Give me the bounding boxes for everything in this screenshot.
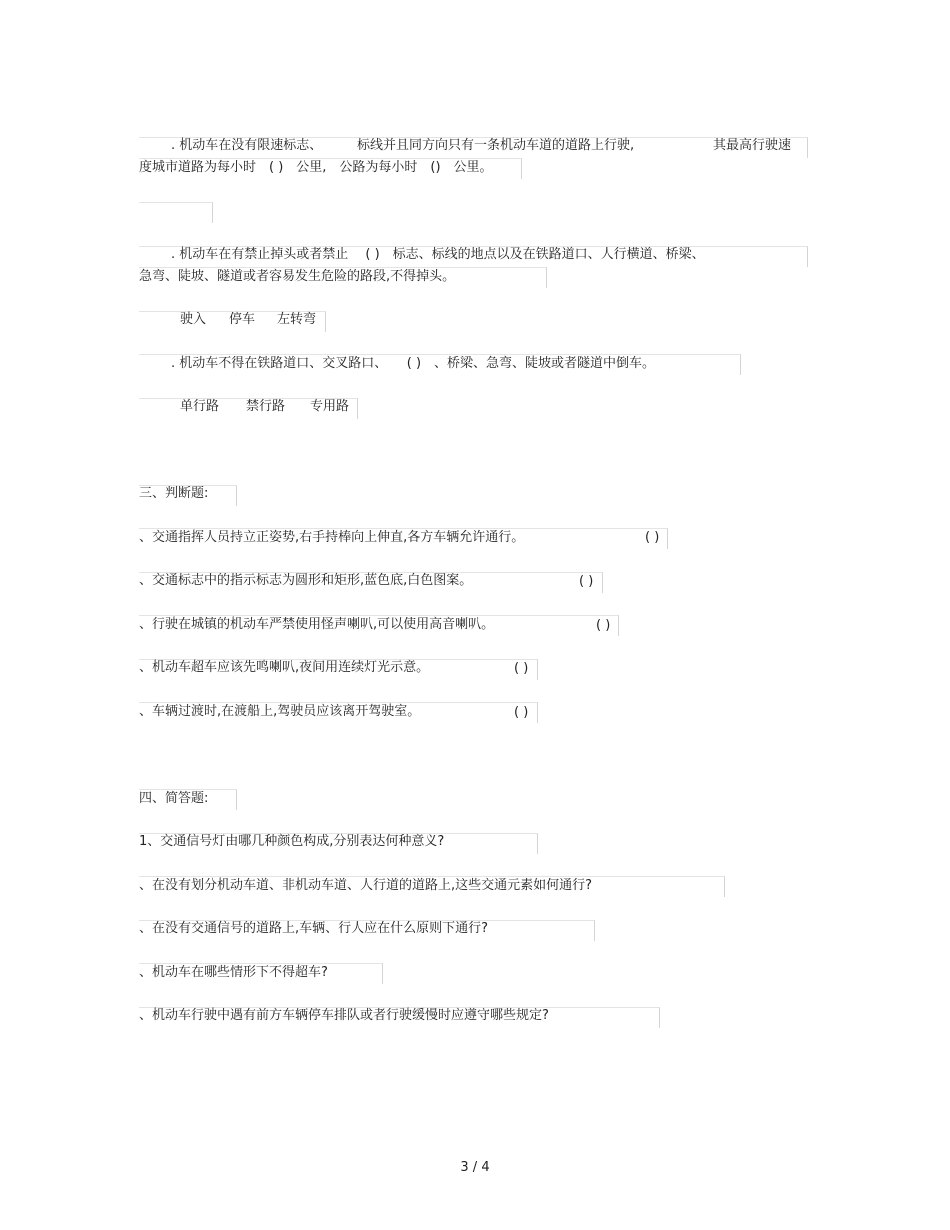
judgement-item-1: 、交通指挥人员持立正姿势,右手持棒向上伸直,各方车辆允许通行。 bbox=[139, 530, 525, 545]
question-speed-line1-c: 其最高行驶速 bbox=[713, 138, 792, 153]
judgement-item-5: 、车辆过渡时,在渡船上,驾驶员应该离开驾驶室。 bbox=[139, 704, 421, 719]
short-answer-item-4: 、机动车在哪些情形下不得超车? bbox=[139, 965, 328, 980]
question-speed-line2: 度城市道路为每小时 ( ) 公里, 公路为每小时 () 公里。 bbox=[139, 160, 493, 175]
section-heading-short-answer: 四、简答题: bbox=[139, 791, 209, 806]
question-uturn-line1: . 机动车在有禁止掉头或者禁止 ( ) 标志、标线的地点以及在铁路道口、人行横道、桥梁、 bbox=[171, 247, 705, 262]
section-heading-judgement: 三、判断题: bbox=[139, 486, 209, 501]
question-reverse-line1: . 机动车不得在铁路道口、交叉路口、 ( ) 、桥梁、急弯、陡坡或者隧道中倒车。 bbox=[171, 356, 656, 371]
option-reverse-3: 专用路 bbox=[310, 399, 350, 414]
question-speed-line1-b: 标线并且同方向只有一条机动车道的道路上行驶, bbox=[357, 138, 635, 153]
judgement-item-4: 、机动车超车应该先鸣喇叭,夜间用连续灯光示意。 bbox=[139, 660, 430, 675]
judgement-item-2: 、交通标志中的指示标志为圆形和矩形,蓝色底,白色图案。 bbox=[139, 573, 473, 588]
judgement-blank-1: ( ) bbox=[645, 530, 660, 545]
short-answer-item-5: 、机动车行驶中遇有前方车辆停车排队或者行驶缓慢时应遵守哪些规定? bbox=[139, 1008, 549, 1023]
option-uturn-2: 停车 bbox=[229, 312, 256, 327]
question-uturn-line2: 急弯、陡坡、隧道或者容易发生危险的路段,不得掉头。 bbox=[139, 269, 456, 284]
option-reverse-2: 禁行路 bbox=[246, 399, 286, 414]
short-answer-item-2: 、在没有划分机动车道、非机动车道、人行道的道路上,这些交通元素如何通行? bbox=[139, 878, 593, 893]
judgement-blank-4: ( ) bbox=[514, 661, 529, 676]
judgement-blank-3: ( ) bbox=[596, 618, 611, 633]
option-uturn-1: 驶入 bbox=[180, 312, 207, 327]
option-reverse-1: 单行路 bbox=[180, 399, 220, 414]
judgement-blank-5: ( ) bbox=[514, 705, 529, 720]
option-uturn-3: 左转弯 bbox=[277, 312, 317, 327]
question-speed-line1-a: . 机动车在没有限速标志、 bbox=[171, 138, 323, 153]
short-answer-item-1: 1、交通信号灯由哪几种颜色构成,分别表达何种意义? bbox=[139, 834, 445, 849]
judgement-item-3: 、行驶在城镇的机动车严禁使用怪声喇叭,可以使用高音喇叭。 bbox=[139, 617, 495, 632]
empty-text-box bbox=[139, 202, 213, 223]
judgement-blank-2: ( ) bbox=[579, 574, 594, 589]
page-number: 3 / 4 bbox=[460, 1160, 490, 1175]
short-answer-item-3: 、在没有交通信号的道路上,车辆、行人应在什么原则下通行? bbox=[139, 921, 489, 936]
